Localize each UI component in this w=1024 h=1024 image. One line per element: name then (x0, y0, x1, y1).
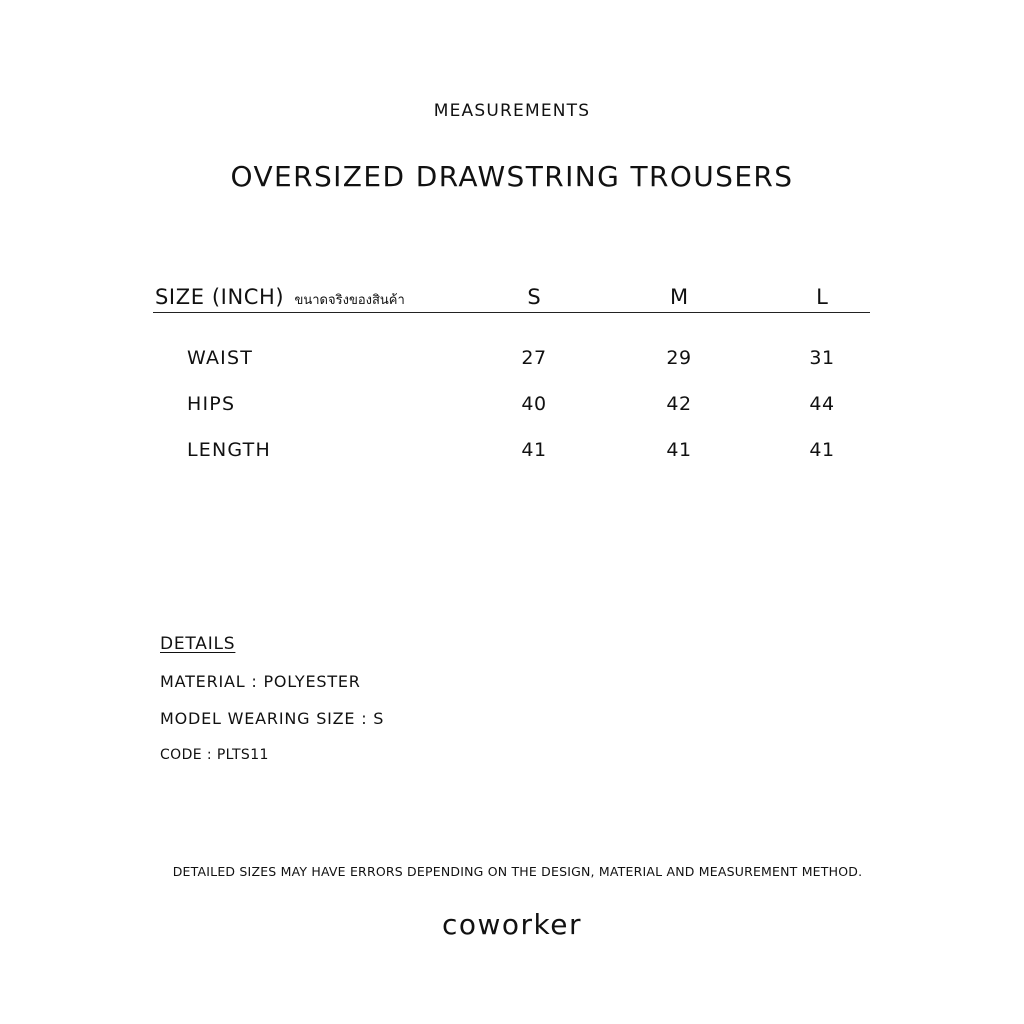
model-size-detail: MODEL WEARING SIZE : S (160, 709, 385, 728)
length-m-value: 41 (666, 439, 692, 461)
hips-m-value: 42 (666, 393, 692, 415)
material-detail: MATERIAL : POLYESTER (160, 672, 361, 691)
row-label-waist: WAIST (187, 347, 254, 369)
size-column-header (155, 285, 405, 310)
details-title: DETAILS (160, 634, 236, 654)
length-s-value: 41 (521, 439, 547, 461)
product-code-detail: CODE : PLTS11 (160, 747, 269, 763)
size-unit-label: SIZE (INCH) (155, 285, 285, 309)
brand-logo: coworker (441, 908, 583, 941)
waist-l-value: 31 (809, 347, 835, 369)
row-label-length: LENGTH (187, 439, 271, 461)
hips-s-value: 40 (521, 393, 547, 415)
product-title: OVERSIZED DRAWSTRING TROUSERS (230, 160, 794, 193)
row-label-hips: HIPS (187, 393, 236, 415)
size-s-header: S (527, 285, 541, 309)
section-label: MEASUREMENTS (433, 101, 591, 121)
size-disclaimer: DETAILED SIZES MAY HAVE ERRORS DEPENDING ON THE DESIGN, MATERIAL AND MEASUREMENT METHOD. (172, 864, 863, 879)
size-thai-label: ขนาดจริงของสินค้า (294, 293, 405, 308)
hips-l-value: 44 (809, 393, 835, 415)
length-l-value: 41 (809, 439, 835, 461)
size-l-header: L (816, 285, 828, 309)
waist-s-value: 27 (521, 347, 547, 369)
table-header-divider (153, 312, 870, 313)
waist-m-value: 29 (666, 347, 692, 369)
size-m-header: M (669, 285, 689, 309)
